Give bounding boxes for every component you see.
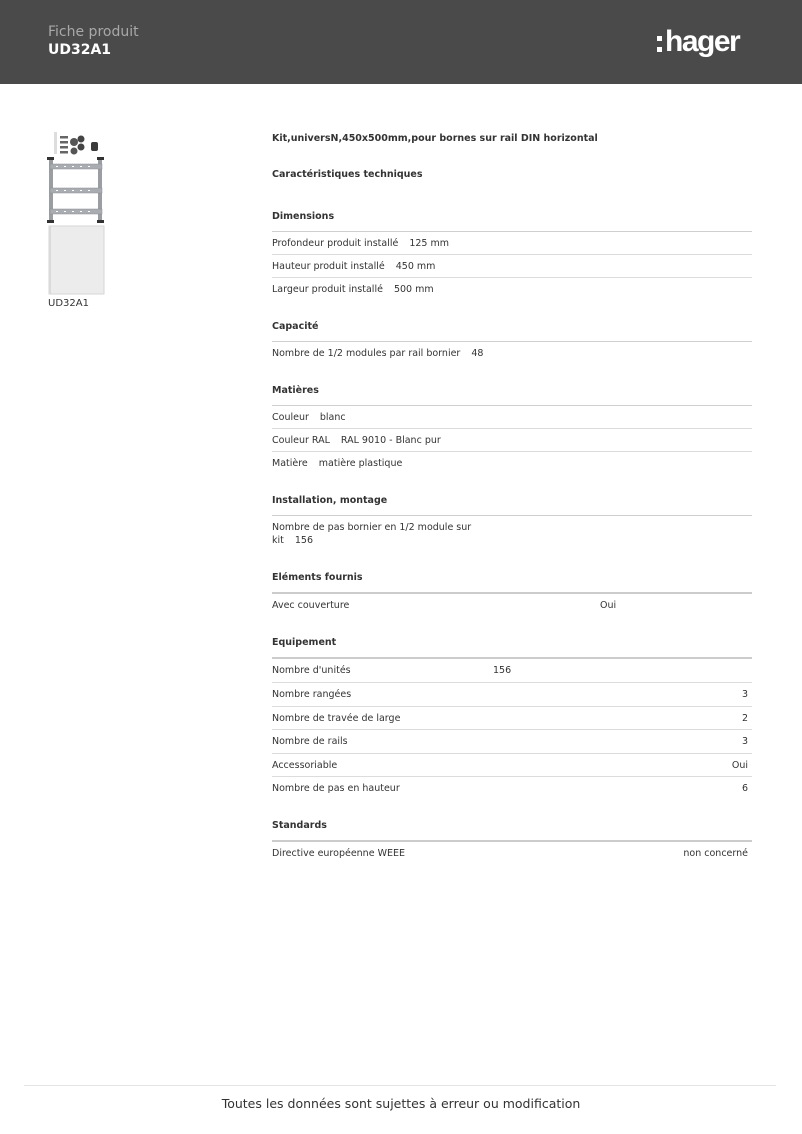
spec-label: Nombre de pas bornier en 1/2 module sur kit bbox=[272, 522, 475, 546]
spec-label: Profondeur produit installé bbox=[272, 238, 399, 249]
spec-value: 450 mm bbox=[395, 261, 436, 272]
logo-colon-icon bbox=[657, 36, 662, 52]
spec-label: Nombre de rails bbox=[272, 736, 348, 747]
spec-value: 48 bbox=[471, 348, 484, 359]
spec-row bbox=[272, 255, 752, 278]
spec-label: Hauteur produit installé bbox=[272, 261, 385, 272]
spec-value: RAL 9010 - Blanc pur bbox=[340, 435, 441, 446]
section-standards bbox=[272, 820, 752, 865]
spec-value: non concerné bbox=[683, 848, 748, 859]
product-code-title: UD32A1 bbox=[48, 42, 112, 58]
spec-row bbox=[272, 777, 752, 800]
product-title: Kit,universN,450x500mm,pour bornes sur rail DIN horizontal bbox=[272, 133, 598, 144]
spec-row bbox=[272, 429, 752, 452]
section-heading: Installation, montage bbox=[272, 495, 752, 516]
footer-disclaimer: Toutes les données sont sujettes à erreur ou modification bbox=[221, 1096, 581, 1111]
spec-value: 6 bbox=[741, 783, 748, 794]
spec-value: 3 bbox=[741, 736, 748, 747]
spec-row bbox=[272, 659, 752, 683]
spec-value: blanc bbox=[319, 412, 346, 423]
page-header bbox=[0, 0, 802, 84]
section-heading: Matières bbox=[272, 385, 752, 406]
spec-value: 125 mm bbox=[409, 238, 449, 249]
spec-value: 156 bbox=[493, 665, 512, 676]
spec-value: 500 mm bbox=[393, 284, 434, 295]
spec-label: Matière bbox=[272, 458, 308, 469]
section-heading: Dimensions bbox=[272, 211, 752, 232]
spec-label: Couleur bbox=[272, 412, 309, 423]
hager-logo bbox=[657, 24, 739, 60]
section-elements-fournis bbox=[272, 572, 752, 617]
section-installation bbox=[272, 495, 752, 552]
section-capacite bbox=[272, 321, 752, 365]
product-image bbox=[46, 130, 106, 295]
section-heading: Capacité bbox=[272, 321, 752, 342]
spec-label: Nombre de travée de large bbox=[272, 713, 401, 724]
product-image-caption: UD32A1 bbox=[48, 298, 89, 309]
spec-row bbox=[272, 683, 752, 707]
spec-label: Directive européenne WEEE bbox=[272, 848, 405, 859]
spec-label: Nombre de 1/2 modules par rail bornier bbox=[272, 348, 461, 359]
spec-label: Largeur produit installé bbox=[272, 284, 383, 295]
spec-label: Nombre de pas en hauteur bbox=[272, 783, 400, 794]
spec-value: Oui bbox=[731, 760, 748, 771]
document-type: Fiche produit bbox=[48, 24, 139, 40]
spec-value: Oui bbox=[600, 600, 617, 611]
spec-row bbox=[272, 342, 752, 365]
section-equipement bbox=[272, 637, 752, 800]
spec-row bbox=[272, 516, 752, 552]
spec-value: 2 bbox=[741, 713, 748, 724]
section-heading: Eléments fournis bbox=[272, 572, 752, 594]
footer-divider bbox=[24, 1085, 776, 1086]
section-heading: Equipement bbox=[272, 637, 752, 659]
spec-row bbox=[272, 452, 752, 475]
spec-label: Nombre d'unités bbox=[272, 665, 351, 676]
spec-row bbox=[272, 707, 752, 730]
spec-row bbox=[272, 842, 752, 865]
spec-row bbox=[272, 278, 752, 301]
spec-row bbox=[272, 594, 752, 617]
spec-row bbox=[272, 754, 752, 777]
spec-label: Couleur RAL bbox=[272, 435, 330, 446]
logo-wordmark: hager bbox=[665, 25, 740, 58]
tech-specs-heading: Caractéristiques techniques bbox=[272, 169, 423, 180]
spec-row bbox=[272, 406, 752, 429]
product-sheet bbox=[272, 133, 752, 865]
spec-value: 3 bbox=[741, 689, 748, 700]
section-matieres bbox=[272, 385, 752, 475]
section-heading: Standards bbox=[272, 820, 752, 842]
spec-value: matière plastique bbox=[318, 458, 403, 469]
spec-value: 156 bbox=[294, 534, 314, 546]
spec-label: Avec couverture bbox=[272, 600, 350, 611]
spec-label: Nombre rangées bbox=[272, 689, 352, 700]
spec-row bbox=[272, 232, 752, 255]
spec-row bbox=[272, 730, 752, 754]
spec-label: Accessoriable bbox=[272, 760, 338, 771]
section-dimensions bbox=[272, 211, 752, 301]
